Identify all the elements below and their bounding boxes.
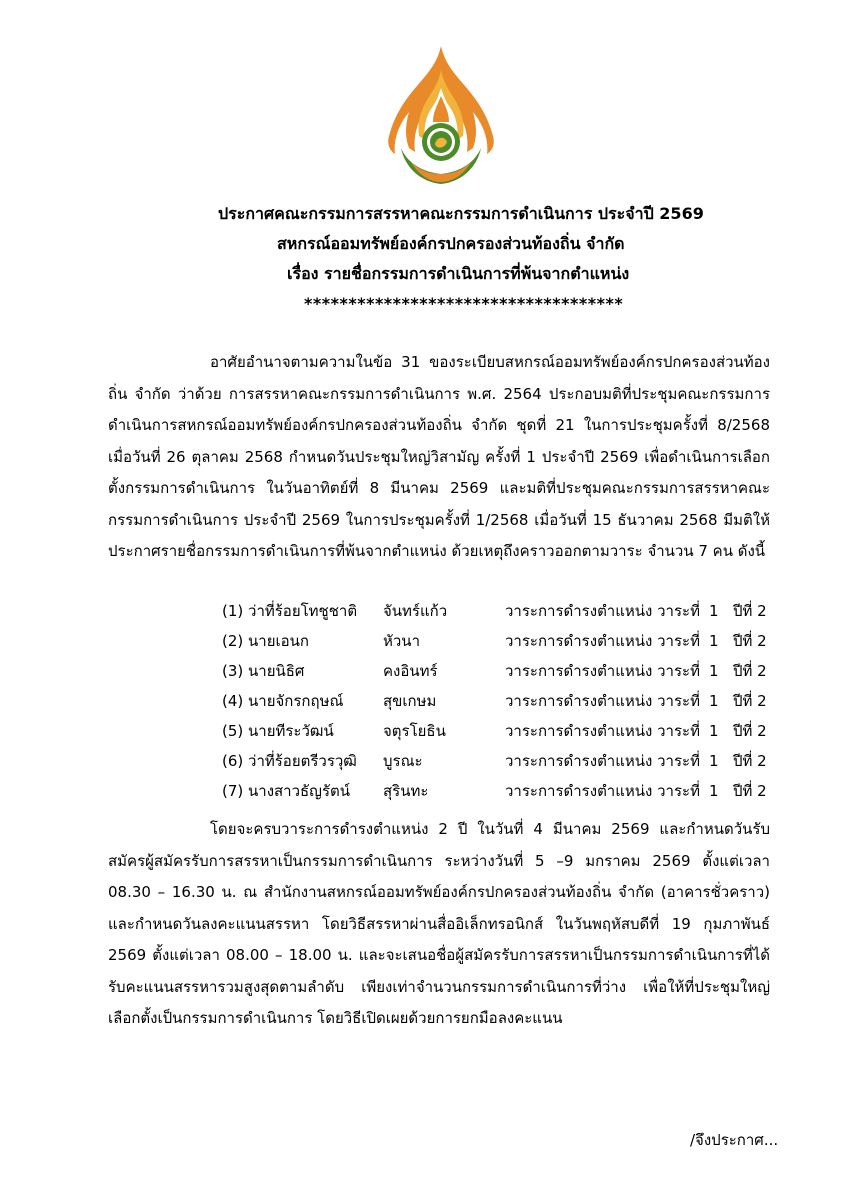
member-surname: หัวนา	[383, 632, 420, 650]
announcement-title: ประกาศคณะกรรมการสรรหาคณะกรรมการดำเนินการ ประจำปี 2569	[218, 204, 704, 223]
member-surname: จตุรโยธิน	[383, 722, 446, 740]
member-surname: บูรณะ	[383, 752, 423, 770]
member-name: (2) นายเอนก	[222, 632, 309, 650]
member-term: วาระการดำรงตำแหน่ง วาระที่	[505, 692, 700, 710]
member-term-number: 1	[709, 692, 719, 710]
member-term: วาระการดำรงตำแหน่ง วาระที่	[505, 752, 700, 770]
member-year: ปีที่ 2	[733, 692, 767, 710]
body-paragraph-1: อาศัยอำนาจตามความในข้อ 31 ของระเบียบสหกรณ์ออมทรัพย์องค์กรปกครองส่วนท้องถิ่น จำกัด ว่าด้วย การสรรหาคณะกรรมการดำเนินการ พ.ศ. 2564 ประกอบมติที่ประชุมคณะกรรมการดำเนินการสหกรณ์ออมทรัพย์องค์กรปกครองส่วนท้องถิ่น จำกัด ชุดที่ 21 ในการประชุมครั้งที่ 8/2568 เมื่อวันที่ 26 ตุลาคม 2568 กำหนดวันประชุมใหญ่วิสามัญ ครั้งที่ 1 ประจำปี 2569 เพื่อดำเนินการเลือกตั้งกรรมการดำเนินการ ในวันอาทิตย์ที่ 8 มีนาคม 2569 และมติที่ประชุมคณะกรรมการสรรหาคณะกรรมการดำเนินการ ประจำปี 2569 ในการประชุมครั้งที่ 1/2568 เมื่อวันที่ 15 ธันวาคม 2568 มีมติให้ประกาศรายชื่อกรรมการดำเนินการที่พ้นจากตำแหน่ง ด้วยเหตุถึงคราวออกตามวาระ จำนวน 7 คน ดังนี้	[108, 353, 770, 560]
member-name: (6) ว่าที่ร้อยตรีวรวุฒิ	[222, 752, 357, 770]
subject-line: เรื่อง รายชื่อกรรมการดำเนินการที่พ้นจากตำแหน่ง	[287, 264, 630, 283]
member-name: (3) นายนิธิศ	[222, 662, 305, 680]
member-year: ปีที่ 2	[733, 602, 767, 620]
member-term-number: 1	[709, 602, 719, 620]
member-year: ปีที่ 2	[733, 632, 767, 650]
member-term: วาระการดำรงตำแหน่ง วาระที่	[505, 602, 700, 620]
member-term-number: 1	[709, 662, 719, 680]
member-term-number: 1	[709, 722, 719, 740]
member-term: วาระการดำรงตำแหน่ง วาระที่	[505, 662, 700, 680]
divider-stars: ************************************	[304, 294, 624, 313]
member-year: ปีที่ 2	[733, 722, 767, 740]
continuation-note: /จึงประกาศ...	[690, 1131, 779, 1149]
member-term-number: 1	[709, 632, 719, 650]
member-surname: สุรินทะ	[383, 782, 429, 800]
member-name: (5) นายทีระวัฒน์	[222, 722, 334, 740]
member-surname: สุขเกษม	[383, 692, 437, 710]
member-term-number: 1	[709, 782, 719, 800]
member-term-number: 1	[709, 752, 719, 770]
member-surname: คงอินทร์	[383, 662, 438, 680]
cooperative-emblem-logo	[383, 44, 499, 190]
member-surname: จันทร์แก้ว	[383, 602, 448, 620]
member-term: วาระการดำรงตำแหน่ง วาระที่	[505, 782, 700, 800]
member-year: ปีที่ 2	[733, 782, 767, 800]
organization-name: สหกรณ์ออมทรัพย์องค์กรปกครองส่วนท้องถิ่น จำกัด	[277, 234, 625, 253]
member-year: ปีที่ 2	[733, 752, 767, 770]
member-name: (1) ว่าที่ร้อยโทชูชาติ	[222, 602, 358, 620]
member-name: (4) นายจักรกฤษณ์	[222, 692, 344, 710]
member-name: (7) นางสาวธัญรัตน์	[222, 782, 351, 800]
member-term: วาระการดำรงตำแหน่ง วาระที่	[505, 632, 700, 650]
body-paragraph-2: โดยจะครบวาระการดำรงตำแหน่ง 2 ปี ในวันที่ 4 มีนาคม 2569 และกำหนดวันรับสมัครผู้สมัครรับการสรรหาเป็นกรรมการดำเนินการ ระหว่างวันที่ 5 –9 มกราคม 2569 ตั้งแต่เวลา 08.30 – 16.30 น. ณ สำนักงานสหกรณ์ออมทรัพย์องค์กรปกครองส่วนท้องถิ่น จำกัด (อาคารชั่วคราว) และกำหนดวันลงคะแนนสรรหา โดยวิธีสรรหาผ่านสื่ออิเล็กทรอนิกส์ ในวันพฤหัสบดีที่ 19 กุมภาพันธ์ 2569 ตั้งแต่เวลา 08.00 – 18.00 น. และจะเสนอชื่อผู้สมัครรับการสรรหาเป็นกรรมการดำเนินการที่ได้รับคะแนนสรรหารวมสูงสุดตามลำดับ เพียงเท่าจำนวนกรรมการดำเนินการที่ว่าง เพื่อให้ที่ประชุมใหญ่เลือกตั้งเป็นกรรมการดำเนินการ โดยวิธีเปิดเผยด้วยการยกมือลงคะแนน	[108, 820, 770, 1027]
member-year: ปีที่ 2	[733, 662, 767, 680]
member-term: วาระการดำรงตำแหน่ง วาระที่	[505, 722, 700, 740]
